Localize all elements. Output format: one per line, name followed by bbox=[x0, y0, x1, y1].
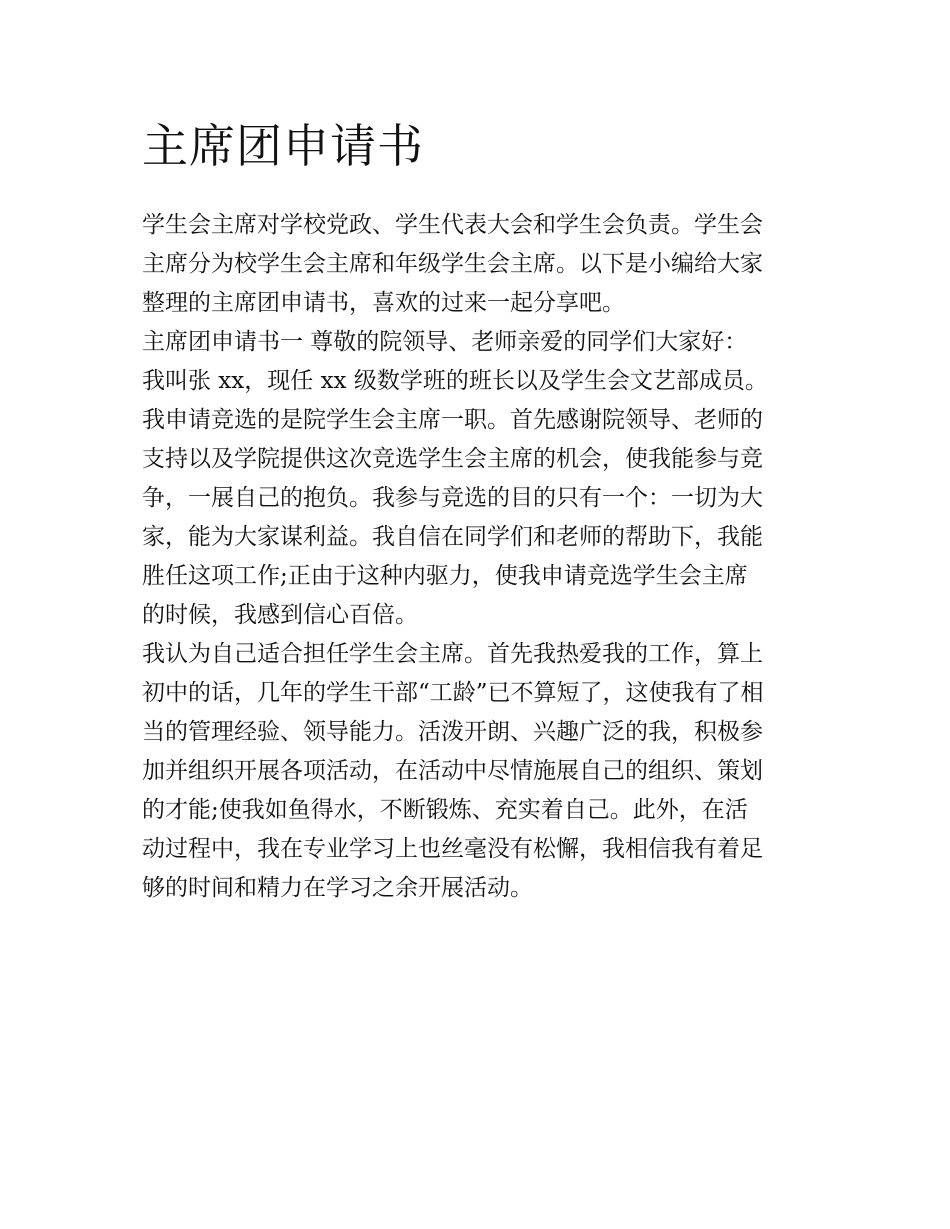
text-line: 的时候，我感到信心百倍。 bbox=[142, 602, 418, 628]
text-line: 的才能;使我如鱼得水，不断锻炼、充实着自己。此外，在活 bbox=[142, 797, 748, 823]
text-line: 我认为自己适合担任学生会主席。首先我热爱我的工作，算上 bbox=[142, 641, 763, 667]
text-line: 学生会主席对学校党政、学生代表大会和学生会负责。学生会 bbox=[142, 212, 763, 238]
text-line: 支持以及学院提供这次竞选学生会主席的机会，使我能参与竞 bbox=[142, 446, 763, 472]
text-line: 胜任这项工作;正由于这种内驱力，使我申请竞选学生会主席 bbox=[142, 563, 748, 589]
text-line: 我叫张 xx，现任 xx 级数学班的班长以及学生会文艺部成员。 bbox=[142, 368, 768, 394]
paragraph-self-introduction bbox=[142, 362, 820, 635]
text-line: 当的管理经验、领导能力。活泼开朗、兴趣广泛的我，积极参 bbox=[142, 719, 763, 745]
text-line: 整理的主席团申请书，喜欢的过来一起分享吧。 bbox=[142, 290, 625, 316]
paragraph-intro bbox=[142, 206, 820, 323]
text-line: 主席团申请书一 尊敬的院领导、老师亲爱的同学们大家好： bbox=[142, 329, 748, 355]
text-line: 够的时间和精力在学习之余开展活动。 bbox=[142, 875, 533, 901]
text-line: 争，一展自己的抱负。我参与竞选的目的只有一个：一切为大 bbox=[142, 485, 763, 511]
text-line: 主席分为校学生会主席和年级学生会主席。以下是小编给大家 bbox=[142, 251, 763, 277]
text-line: 初中的话，几年的学生干部“工龄”已不算短了，这使我有了相 bbox=[142, 680, 764, 706]
text-line: 我申请竞选的是院学生会主席一职。首先感谢院领导、老师的 bbox=[142, 407, 763, 433]
text-line: 动过程中，我在专业学习上也丝毫没有松懈，我相信我有着足 bbox=[142, 836, 763, 862]
paragraph-qualifications bbox=[142, 635, 820, 908]
text-line: 家，能为大家谋利益。我自信在同学们和老师的帮助下，我能 bbox=[142, 524, 763, 550]
document-title: 主席团申请书 bbox=[142, 119, 424, 173]
text-line: 加并组织开展各项活动，在活动中尽情施展自己的组织、策划 bbox=[142, 758, 763, 784]
paragraph-greeting bbox=[142, 323, 820, 362]
